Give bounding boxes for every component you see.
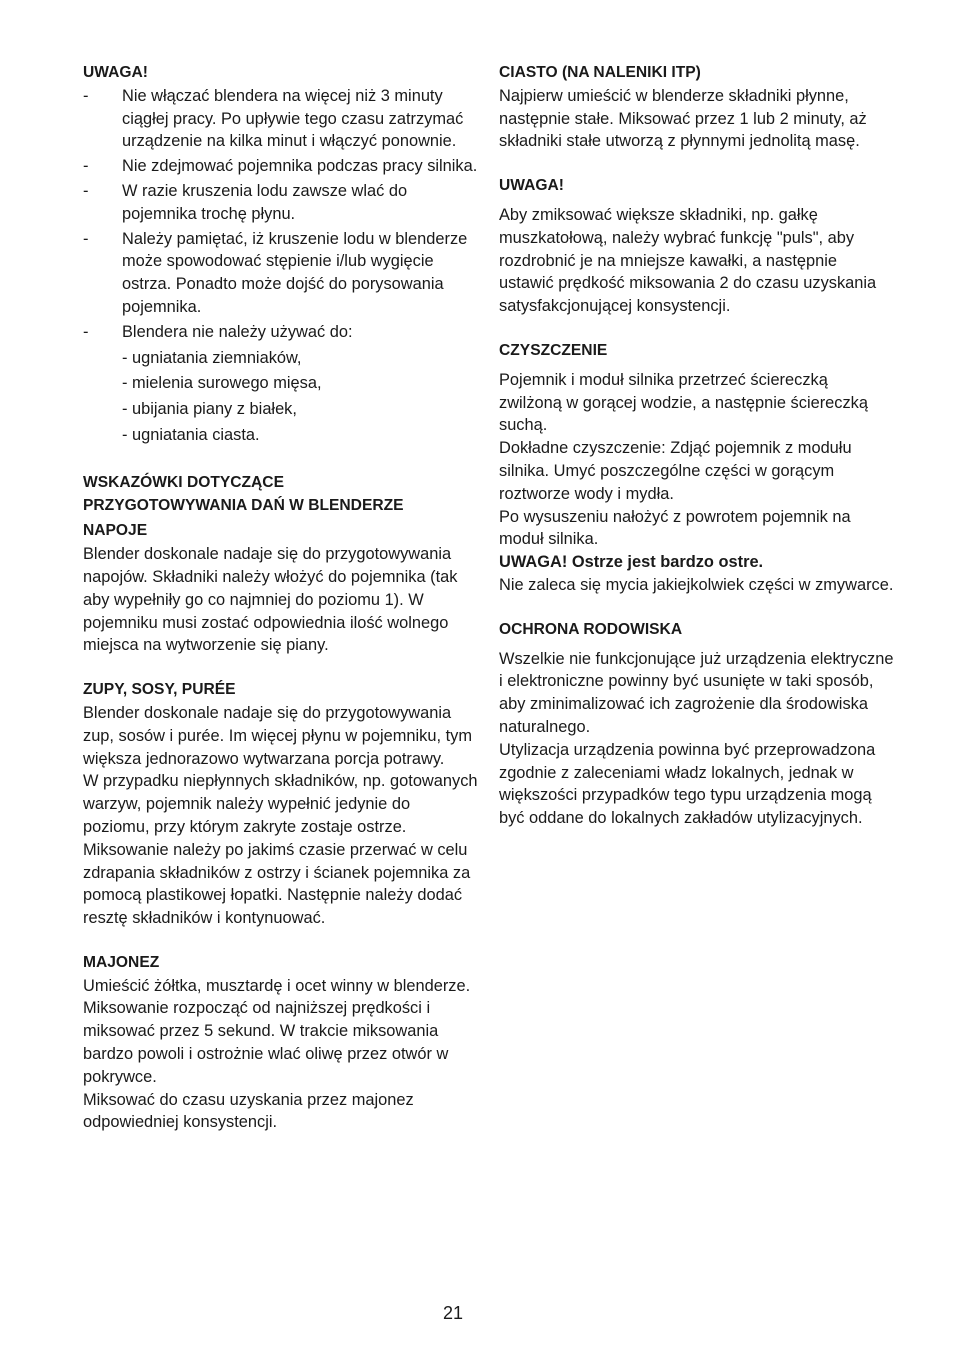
mayo-text-1: Umieścić żółtka, musztardę i ocet winny w blenderze. Miksowanie rozpocząć od najniższej prędkości i miksować przez 5 sekund. W trakcie miksowania bardzo powoli i ostrożnie wlać oliwę przez otwór w pokrywce. <box>83 976 471 1086</box>
warning2-text: Aby zmiksować większe składniki, np. gałkę muszkatołową, należy wybrać funkcję "puls", aby rozdrobnić je na mniejsze kawałki, a następnie ustawić prędkość miksowania 2 do czasu uzyskania satysfakcjonującej konsystencji. <box>499 205 877 316</box>
warning2-heading: UWAGA! <box>499 177 564 195</box>
cleaning-warning: UWAGA! Ostrze jest bardzo ostre. <box>499 553 764 572</box>
list-item: - Nie włączać blendera na więcej niż 3 minuty ciągłej pracy. Po upływie tego czasu zatrzymać urządzenie na kilka minut i włączyć ponownie. <box>83 86 464 151</box>
cleaning-text-3: Po wysuszeniu nałożyć z powrotem pojemnik na moduł silnika. <box>499 507 851 549</box>
right-column <box>499 62 894 830</box>
soups-text-1: Blender doskonale nadaje się do przygotowywania zup, sosów i purée. Im więcej płynu w pojemniku, tym większa jednorazowo wytwarzana porcja potrawy. <box>83 703 472 768</box>
list-item: - Należy pamiętać, iż kruszenie lodu w blenderze może spowodować stępienie i/lub wygięcie ostrza. Ponadto może dojść do porysowania pojemnika. <box>83 229 468 316</box>
list-item: - Nie zdejmować pojemnika podczas pracy silnika. <box>83 157 478 176</box>
list-item: - ubijania piany z białek, <box>122 400 297 419</box>
env-text-2: Utylizacja urządzenia powinna być przeprowadzona zgodnie z zaleceniami władz lokalnych, jednak w większości przypadków tego typu urządzenia mogą być oddane do lokalnych zakładów utylizacyjnych. <box>499 740 876 828</box>
env-heading: OCHRONA RODOWISKA <box>499 620 683 638</box>
page-number: 21 <box>442 1303 464 1323</box>
list-item: - W razie kruszenia lodu zawsze wlać do pojemnika trochę płynu. <box>83 181 408 223</box>
cleaning-heading: CZYSZCZENIE <box>499 341 608 359</box>
drinks-text: Blender doskonale nadaje się do przygotowywania napojów. Składniki należy włożyć do pojemnika (tak aby wypełniły go co najmniej do poziomu 1). W pojemniku musi zostać odpowiednia ilość wolnego miejsca na wytworzenie się piany. <box>83 545 458 655</box>
env-text-1: Wszelkie nie funkcjonujące już urządzenia elektryczne i elektroniczne powinny być usunięte w taki sposób, aby zminimalizować ich zagrożenie dla środowiska naturalnego. <box>499 649 894 736</box>
soups-text-2: W przypadku niepłynnych składników, np. gotowanych warzyw, pojemnik należy wypełnić jedynie do poziomu, przy którym zakryte zostaje ostrze. Miksowanie należy po jakimś czasie przerwać w celu zdrapania składników z ostrzy i ścianek pojemnika za pomocą plastikowej łopatki. Następnie należy dodać resztę składników i kontynuować. <box>83 772 478 928</box>
warning-heading: UWAGA! <box>83 64 148 81</box>
list-item: - ugniatania ciasta. <box>122 425 260 444</box>
dough-heading: CIASTO (NA NALENIKI ITP) <box>499 64 701 81</box>
mayo-heading: MAJONEZ <box>83 953 160 971</box>
mayo-text-2: Miksować do czasu uzyskania przez majonez odpowiedniej konsystencji. <box>83 1090 414 1132</box>
warning-list <box>83 85 478 447</box>
list-item: - ugniatania ziemniaków, <box>122 348 302 367</box>
tips-heading: WSKAZÓWKI DOTYCZĄCE PRZYGOTOWYWANIA DAŃ W BLENDERZE <box>83 473 404 514</box>
cleaning-text-4: Nie zaleca się mycia jakiejkolwiek części w zmywarce. <box>499 575 894 594</box>
not-for-list <box>122 347 478 447</box>
soups-heading: ZUPY, SOSY, PURÉE <box>83 681 236 699</box>
dough-text: Najpierw umieścić w blenderze składniki płynne, następnie stałe. Miksować przez 1 lub 2 minuty, aż składniki stałe utworzą z płynnymi jednolitą masę. <box>499 86 867 151</box>
list-item: - Blendera nie należy używać do: - ugniatania ziemniaków, - mielenia surowego mięsa, - ubijania piany z białek, - ugniatania ciasta. <box>83 321 478 447</box>
left-column <box>83 62 478 1134</box>
list-item: - mielenia surowego mięsa, <box>122 374 322 393</box>
cleaning-text-1: Pojemnik i moduł silnika przetrzeć ściereczką zwilżoną w gorącej wodzie, a następnie ściereczką suchą. <box>499 370 868 435</box>
cleaning-text-2: Dokładne czyszczenie: Zdjąć pojemnik z modułu silnika. Umyć poszczególne części w gorącym roztworze wody i mydła. <box>499 439 852 503</box>
drinks-heading: NAPOJE <box>83 522 148 540</box>
